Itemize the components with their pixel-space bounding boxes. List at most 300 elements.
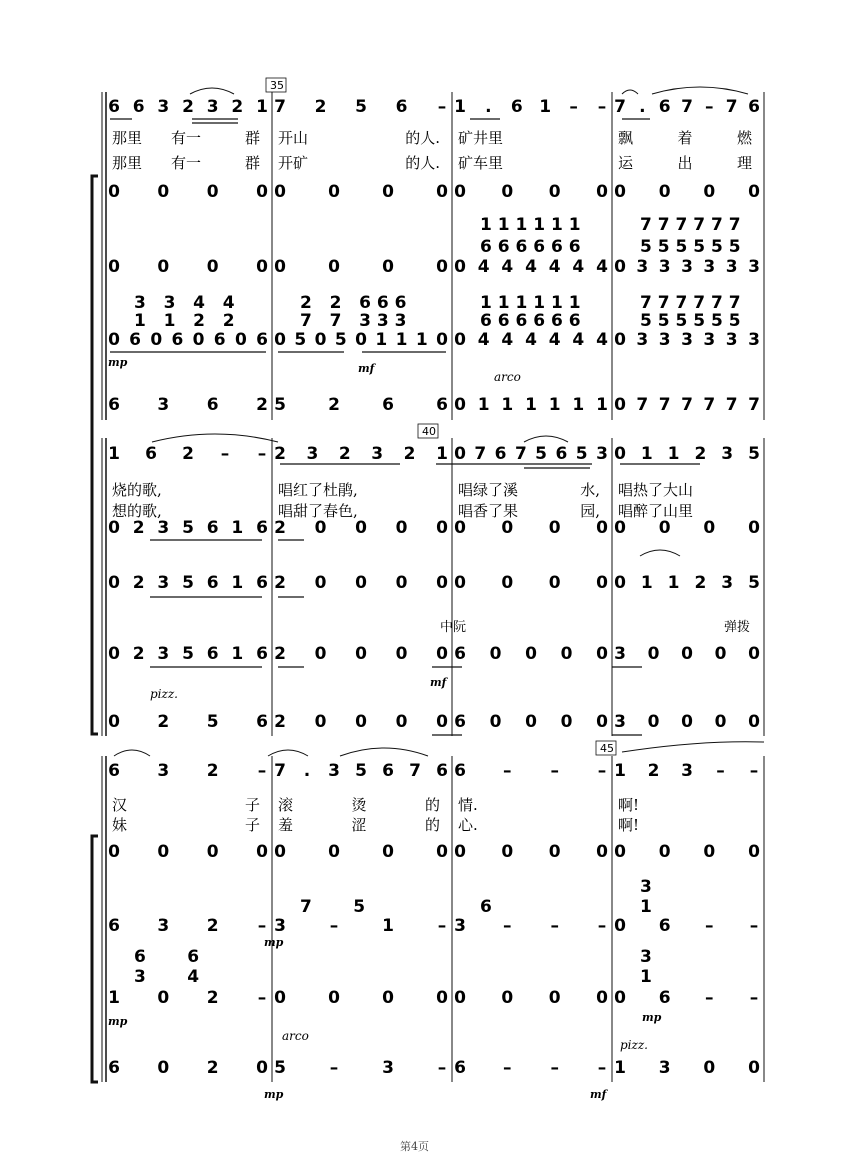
note-inst-1: 0 [108, 182, 120, 202]
note-bass: 7 [636, 395, 649, 415]
note-inst-3: 0 [395, 644, 408, 664]
note-inst-3: 0 [560, 644, 573, 664]
note-inst-3: 0 [525, 644, 537, 664]
note-melody: 3 [328, 761, 340, 781]
note-inst-1: 1 [231, 518, 244, 538]
note-bass: 6 [206, 395, 219, 415]
note-inst-1: 0 [596, 182, 608, 202]
note-bass: 6 [256, 712, 268, 732]
lyric-lyrics1: 的 [424, 796, 440, 814]
lyric-lyrics2: 涩 [351, 816, 367, 834]
chord-stack-note: 1 [640, 967, 652, 987]
note-melody: 2 [694, 444, 707, 464]
lyric-lyrics1: 子 [244, 796, 260, 814]
note-bass: 0 [647, 712, 660, 732]
note-inst-3: 1 [231, 644, 244, 664]
note-inst-1: 0 [382, 842, 394, 862]
note-inst-2: 0 [454, 257, 466, 277]
note-inst-3: 0 [150, 330, 163, 350]
note-inst-3: 0 [436, 330, 448, 350]
note-melody: – [503, 761, 512, 781]
note-bass: 1 [614, 1058, 626, 1078]
note-inst-3: 0 [157, 988, 170, 1008]
note-melody: 7 [681, 97, 693, 117]
note-inst-2: – [503, 916, 512, 936]
note-melody: 3 [721, 444, 734, 464]
note-melody: 6 [510, 97, 523, 117]
note-inst-1: 0 [748, 842, 760, 862]
note-melody: 5 [748, 444, 760, 464]
lyric-lyrics1: 情. [458, 796, 478, 814]
note-bass: 3 [614, 712, 626, 732]
note-inst-2: 1 [667, 573, 680, 593]
note-melody: – [569, 97, 578, 117]
lyric-lyrics1: 燃 [736, 129, 752, 147]
note-inst-3: 0 [681, 644, 693, 664]
note-melody: 2 [182, 97, 194, 117]
note-inst-1: 0 [256, 182, 268, 202]
note-bass: 1 [477, 395, 490, 415]
note-inst-2: 6 [256, 573, 268, 593]
note-bass: 5 [274, 1058, 286, 1078]
lyric-lyrics2: 矿车里 [458, 154, 504, 172]
note-melody: – [749, 761, 759, 781]
note-rows [108, 97, 760, 1078]
note-inst-1: 0 [501, 182, 514, 202]
lyric-lyrics2: 园, [580, 502, 600, 520]
note-inst-1: 0 [703, 518, 716, 538]
note-bass: 2 [206, 1058, 219, 1078]
technique-arco: arco [282, 1029, 309, 1043]
note-inst-1: 0 [274, 842, 286, 862]
note-inst-2: 2 [206, 916, 219, 936]
lyric-lyrics2: 的 [424, 816, 440, 834]
note-inst-2: 6 [206, 573, 219, 593]
note-inst-1: 0 [614, 518, 626, 538]
lyric-lyrics2: 出 [677, 154, 693, 172]
note-bass: 3 [382, 1058, 394, 1078]
measure-number-35 [266, 78, 286, 92]
chord-stack-note: 1 1 1 1 1 1 [480, 215, 581, 235]
note-melody: 7 [614, 97, 626, 117]
note-melody: 1 [539, 97, 552, 117]
note-inst-2: 3 [703, 257, 716, 277]
note-inst-2: 3 [636, 257, 649, 277]
lyric-lyrics2: 理 [736, 154, 752, 172]
note-inst-2: 0 [436, 257, 448, 277]
note-melody: – [550, 761, 559, 781]
note-inst-2: 5 [182, 573, 194, 593]
note-melody: 6 [145, 444, 157, 464]
note-melody: 1 [454, 97, 466, 117]
note-inst-1: 0 [395, 518, 408, 538]
lyric-lyrics2: 心. [458, 816, 478, 834]
note-inst-2: – [550, 916, 559, 936]
chord-stack-note: 6 6 6 6 6 6 [480, 237, 581, 257]
note-inst-3: 4 [477, 330, 490, 350]
note-inst-3: 0 [314, 330, 327, 350]
note-inst-2: 5 [748, 573, 760, 593]
note-bass: 0 [395, 712, 408, 732]
note-inst-3: 3 [725, 330, 738, 350]
note-melody: 2 [182, 444, 194, 464]
chord-stack-note: 7 7 3 3 3 [300, 311, 407, 331]
note-bass: 0 [748, 712, 760, 732]
note-inst-2: 3 [721, 573, 734, 593]
note-melody: 6 [395, 97, 408, 117]
note-melody: 5 [355, 761, 367, 781]
note-melody: 6 [108, 761, 120, 781]
note-inst-2: 0 [206, 257, 219, 277]
slur [640, 550, 680, 556]
note-inst-1: 0 [658, 518, 671, 538]
note-inst-2: 0 [614, 573, 626, 593]
note-melody: 2 [338, 444, 351, 464]
lyric-lyrics1: 矿井里 [458, 129, 504, 147]
note-melody: 5 [575, 444, 588, 464]
note-melody: 1 [108, 444, 120, 464]
note-melody: 3 [157, 761, 170, 781]
chord-stack-note: 3 4 [134, 967, 200, 987]
note-inst-3: 0 [355, 644, 367, 664]
lyric-lyrics1: 唱红了杜鹃, [278, 481, 358, 499]
note-inst-2: 0 [614, 257, 626, 277]
lyric-lyrics1: 烫 [351, 796, 367, 814]
note-inst-3: 0 [108, 330, 120, 350]
note-inst-2: 4 [477, 257, 490, 277]
note-inst-3: 3 [658, 330, 671, 350]
note-inst-3: 3 [703, 330, 716, 350]
note-inst-2: 3 [454, 916, 466, 936]
note-bass: 0 [681, 712, 693, 732]
note-inst-3: 0 [748, 644, 760, 664]
measure-number-text: 45 [600, 742, 614, 755]
note-inst-3: 0 [108, 644, 120, 664]
note-inst-3: 0 [328, 988, 340, 1008]
measure-number-40 [418, 424, 438, 438]
note-melody: 7 [274, 761, 286, 781]
chord-stack-note: 6 6 6 6 6 6 [480, 311, 581, 331]
chord-stack-note: 7 5 [300, 897, 366, 917]
note-inst-1: 0 [328, 182, 340, 202]
note-inst-2: 0 [274, 257, 286, 277]
technique-tanbo: 弹拨 [724, 620, 751, 635]
note-inst-3: 4 [525, 330, 537, 350]
note-bass: 6 [108, 395, 120, 415]
note-inst-2: 3 [681, 257, 693, 277]
dynamic-mf: mf [358, 362, 375, 375]
note-inst-3: 0 [548, 988, 561, 1008]
note-inst-2: 1 [640, 573, 653, 593]
note-inst-1: 0 [454, 182, 466, 202]
lyric-lyrics2: 唱甜了春色, [278, 502, 358, 520]
note-inst-3: 6 [129, 330, 142, 350]
note-inst-3: 3 [748, 330, 760, 350]
note-inst-2: – [257, 916, 267, 936]
note-inst-1: 2 [274, 518, 286, 538]
technique-pizz: pizz. [620, 1038, 648, 1052]
slur [622, 742, 764, 752]
note-inst-3: 2 [274, 644, 286, 664]
note-inst-1: 0 [436, 518, 448, 538]
note-bass: 0 [436, 712, 448, 732]
note-inst-1: 0 [614, 182, 626, 202]
note-inst-3: 4 [548, 330, 561, 350]
lyric-lyrics1: 唱绿了溪 [458, 481, 519, 499]
dynamic-mp: mp [264, 1088, 284, 1101]
note-inst-2: 4 [596, 257, 608, 277]
note-inst-3: 6 [256, 330, 268, 350]
note-inst-1: 0 [548, 842, 561, 862]
lyric-lyrics2: 羞 [278, 816, 294, 834]
note-melody: 0 [614, 444, 626, 464]
note-inst-2: 0 [436, 573, 448, 593]
note-inst-1: 0 [596, 518, 608, 538]
lyric-lyrics1: 的人. [405, 129, 440, 147]
note-bass: 6 [454, 712, 466, 732]
lyric-lyrics1: 滚 [278, 796, 294, 814]
lyric-lyrics1: 烧的歌, [112, 481, 162, 499]
note-melody: 6 [494, 444, 507, 464]
note-inst-2: 0 [256, 257, 268, 277]
note-melody: 2 [274, 444, 286, 464]
note-inst-3: 0 [355, 330, 367, 350]
note-inst-3: 0 [489, 644, 502, 664]
note-bass: 7 [725, 395, 738, 415]
note-inst-3: 2 [206, 988, 219, 1008]
note-melody: 6 [132, 97, 145, 117]
note-bass: 5 [274, 395, 286, 415]
note-bass: – [503, 1058, 512, 1078]
lyric-lyrics1: 那里 [112, 129, 143, 147]
note-inst-3: 0 [647, 644, 660, 664]
lyric-lyrics2: 群 [244, 154, 260, 172]
dynamic-mf: mf [590, 1088, 607, 1101]
note-melody: – [220, 444, 230, 464]
note-bass: 6 [436, 395, 448, 415]
note-bass: 7 [703, 395, 716, 415]
note-bass: 0 [714, 712, 727, 732]
note-melody: 6 [436, 761, 448, 781]
chord-stack-note: 2 2 6 6 6 [300, 293, 407, 313]
note-inst-3: 5 [334, 330, 347, 350]
note-inst-1: 0 [314, 518, 327, 538]
technique-pizz: pizz. [150, 687, 178, 701]
note-melody: 3 [371, 444, 384, 464]
note-inst-3: 5 [182, 644, 194, 664]
note-inst-3: 0 [436, 988, 448, 1008]
note-melody: 6 [382, 761, 394, 781]
lyric-lyrics2: 运 [618, 154, 634, 172]
lyric-lyrics2: 唱香了果 [458, 502, 519, 520]
note-inst-3: 0 [714, 644, 727, 664]
note-inst-1: 0 [548, 518, 561, 538]
note-inst-2: 0 [157, 257, 170, 277]
note-inst-3: 0 [192, 330, 205, 350]
note-melody: 1 [436, 444, 448, 464]
note-inst-3: 0 [596, 644, 608, 664]
note-bass: 0 [355, 712, 367, 732]
note-bass: 2 [157, 712, 170, 732]
note-bass: 2 [274, 712, 286, 732]
note-inst-1: 0 [614, 842, 626, 862]
note-bass: 7 [681, 395, 693, 415]
note-inst-2: 3 [274, 916, 286, 936]
chord-stack-note: 1 1 1 1 1 1 [480, 293, 581, 313]
note-melody: 3 [306, 444, 319, 464]
note-inst-1: 0 [274, 182, 286, 202]
note-inst-3: 1 [375, 330, 388, 350]
note-bass: 0 [256, 1058, 268, 1078]
note-melody: 2 [403, 444, 416, 464]
slur [190, 88, 234, 94]
note-inst-1: 0 [157, 842, 170, 862]
note-melody: 6 [658, 97, 671, 117]
note-inst-2: 0 [596, 573, 608, 593]
note-bass: 1 [596, 395, 608, 415]
note-inst-3: 0 [436, 644, 448, 664]
note-inst-2: 3 [157, 916, 170, 936]
lyric-lyrics2: 那里 [112, 154, 143, 172]
note-inst-3: – [749, 988, 759, 1008]
lyric-lyrics1: 啊! [618, 796, 640, 814]
dynamic-mf: mf [430, 676, 447, 689]
note-inst-2: 4 [572, 257, 585, 277]
chord-stack-note: 7 7 7 7 7 7 [640, 293, 741, 313]
note-inst-3: 0 [614, 988, 626, 1008]
lyric-lyrics1: 着 [677, 129, 693, 147]
note-melody: 7 [514, 444, 527, 464]
note-inst-3: 1 [415, 330, 428, 350]
dynamic-mp: mp [108, 356, 128, 369]
note-inst-2: 3 [157, 573, 170, 593]
note-inst-2: – [597, 916, 607, 936]
note-inst-2: 0 [328, 257, 340, 277]
note-inst-3: 3 [681, 330, 693, 350]
lyric-lyrics2: 开矿 [278, 154, 309, 172]
note-bass: – [437, 1058, 447, 1078]
note-inst-3: 2 [132, 644, 145, 664]
note-bass: 7 [658, 395, 671, 415]
note-inst-1: 0 [703, 182, 716, 202]
note-bass: 1 [501, 395, 514, 415]
note-inst-2: 4 [501, 257, 514, 277]
technique-arco: arco [494, 370, 521, 384]
note-melody: – [257, 761, 267, 781]
note-inst-3: 6 [658, 988, 671, 1008]
note-inst-3: 0 [454, 988, 466, 1008]
note-inst-2: 0 [108, 257, 120, 277]
note-inst-1: 0 [454, 518, 466, 538]
lyric-lyrics2: 子 [244, 816, 260, 834]
note-inst-3: 0 [596, 988, 608, 1008]
note-inst-1: 0 [382, 182, 394, 202]
note-inst-3: 3 [614, 644, 626, 664]
note-inst-3: 6 [454, 644, 466, 664]
lyric-lyrics1: 水, [580, 481, 600, 499]
note-bass: 0 [108, 712, 120, 732]
chord-stack-note: 3 [640, 877, 652, 897]
note-inst-1: 0 [256, 842, 268, 862]
note-bass: – [597, 1058, 607, 1078]
note-inst-3: 4 [596, 330, 608, 350]
lyric-lyrics1: 开山 [278, 129, 309, 147]
note-inst-2: 4 [525, 257, 537, 277]
lyric-lyrics1: 群 [244, 129, 260, 147]
note-melody: 6 [555, 444, 568, 464]
note-inst-3: 6 [213, 330, 226, 350]
slur [114, 750, 150, 756]
note-inst-1: 0 [206, 842, 219, 862]
note-melody: 3 [596, 444, 608, 464]
chord-stack-note: 5 5 5 5 5 5 [640, 311, 741, 331]
note-inst-2: 3 [725, 257, 738, 277]
note-melody: 1 [614, 761, 626, 781]
note-melody: . [639, 97, 646, 117]
note-melody: 1 [667, 444, 680, 464]
note-inst-1: 0 [548, 182, 561, 202]
tie [652, 87, 748, 94]
note-inst-2: – [705, 916, 714, 936]
note-bass: 0 [614, 395, 626, 415]
note-melody: – [257, 444, 267, 464]
note-inst-3: 1 [108, 988, 120, 1008]
note-bass: 3 [658, 1058, 671, 1078]
slur [524, 436, 568, 442]
page-footer: 第4页 [400, 1140, 429, 1153]
note-bass: – [550, 1058, 559, 1078]
note-melody: 3 [206, 97, 219, 117]
note-inst-2: 0 [355, 573, 367, 593]
lyric-lyrics2: 有一 [170, 154, 202, 172]
note-bass: 1 [572, 395, 585, 415]
note-inst-2: 0 [314, 573, 327, 593]
note-melody: 1 [256, 97, 268, 117]
lyric-lyrics2: 唱醉了山里 [618, 502, 694, 520]
note-melody: 0 [454, 444, 466, 464]
system-bracket [92, 176, 98, 734]
note-inst-2: 6 [108, 916, 120, 936]
note-inst-1: 6 [256, 518, 268, 538]
note-bass: 0 [748, 1058, 760, 1078]
lyric-lyrics1: 飘 [618, 129, 634, 147]
note-inst-1: 0 [436, 182, 448, 202]
note-melody: 2 [647, 761, 660, 781]
note-bass: 0 [157, 1058, 170, 1078]
note-inst-3: 0 [501, 988, 514, 1008]
note-inst-2: 0 [382, 257, 394, 277]
note-inst-2: 0 [548, 573, 561, 593]
note-inst-2: 0 [395, 573, 408, 593]
note-inst-3: – [257, 988, 267, 1008]
note-inst-3: 0 [454, 330, 466, 350]
lyric-lyrics2: 想的歌, [112, 502, 162, 520]
measure-number-45 [596, 741, 616, 755]
note-inst-3: 0 [382, 988, 394, 1008]
note-inst-1: 0 [436, 842, 448, 862]
note-bass: 0 [596, 712, 608, 732]
note-melody: 3 [157, 97, 170, 117]
note-melody: 6 [108, 97, 120, 117]
note-inst-2: 2 [132, 573, 145, 593]
slur [622, 90, 638, 94]
note-melody: 2 [206, 761, 219, 781]
note-inst-3: 5 [294, 330, 307, 350]
note-inst-1: 3 [157, 518, 170, 538]
note-inst-2: 0 [501, 573, 514, 593]
note-inst-2: – [749, 916, 759, 936]
note-melody: 1 [640, 444, 653, 464]
